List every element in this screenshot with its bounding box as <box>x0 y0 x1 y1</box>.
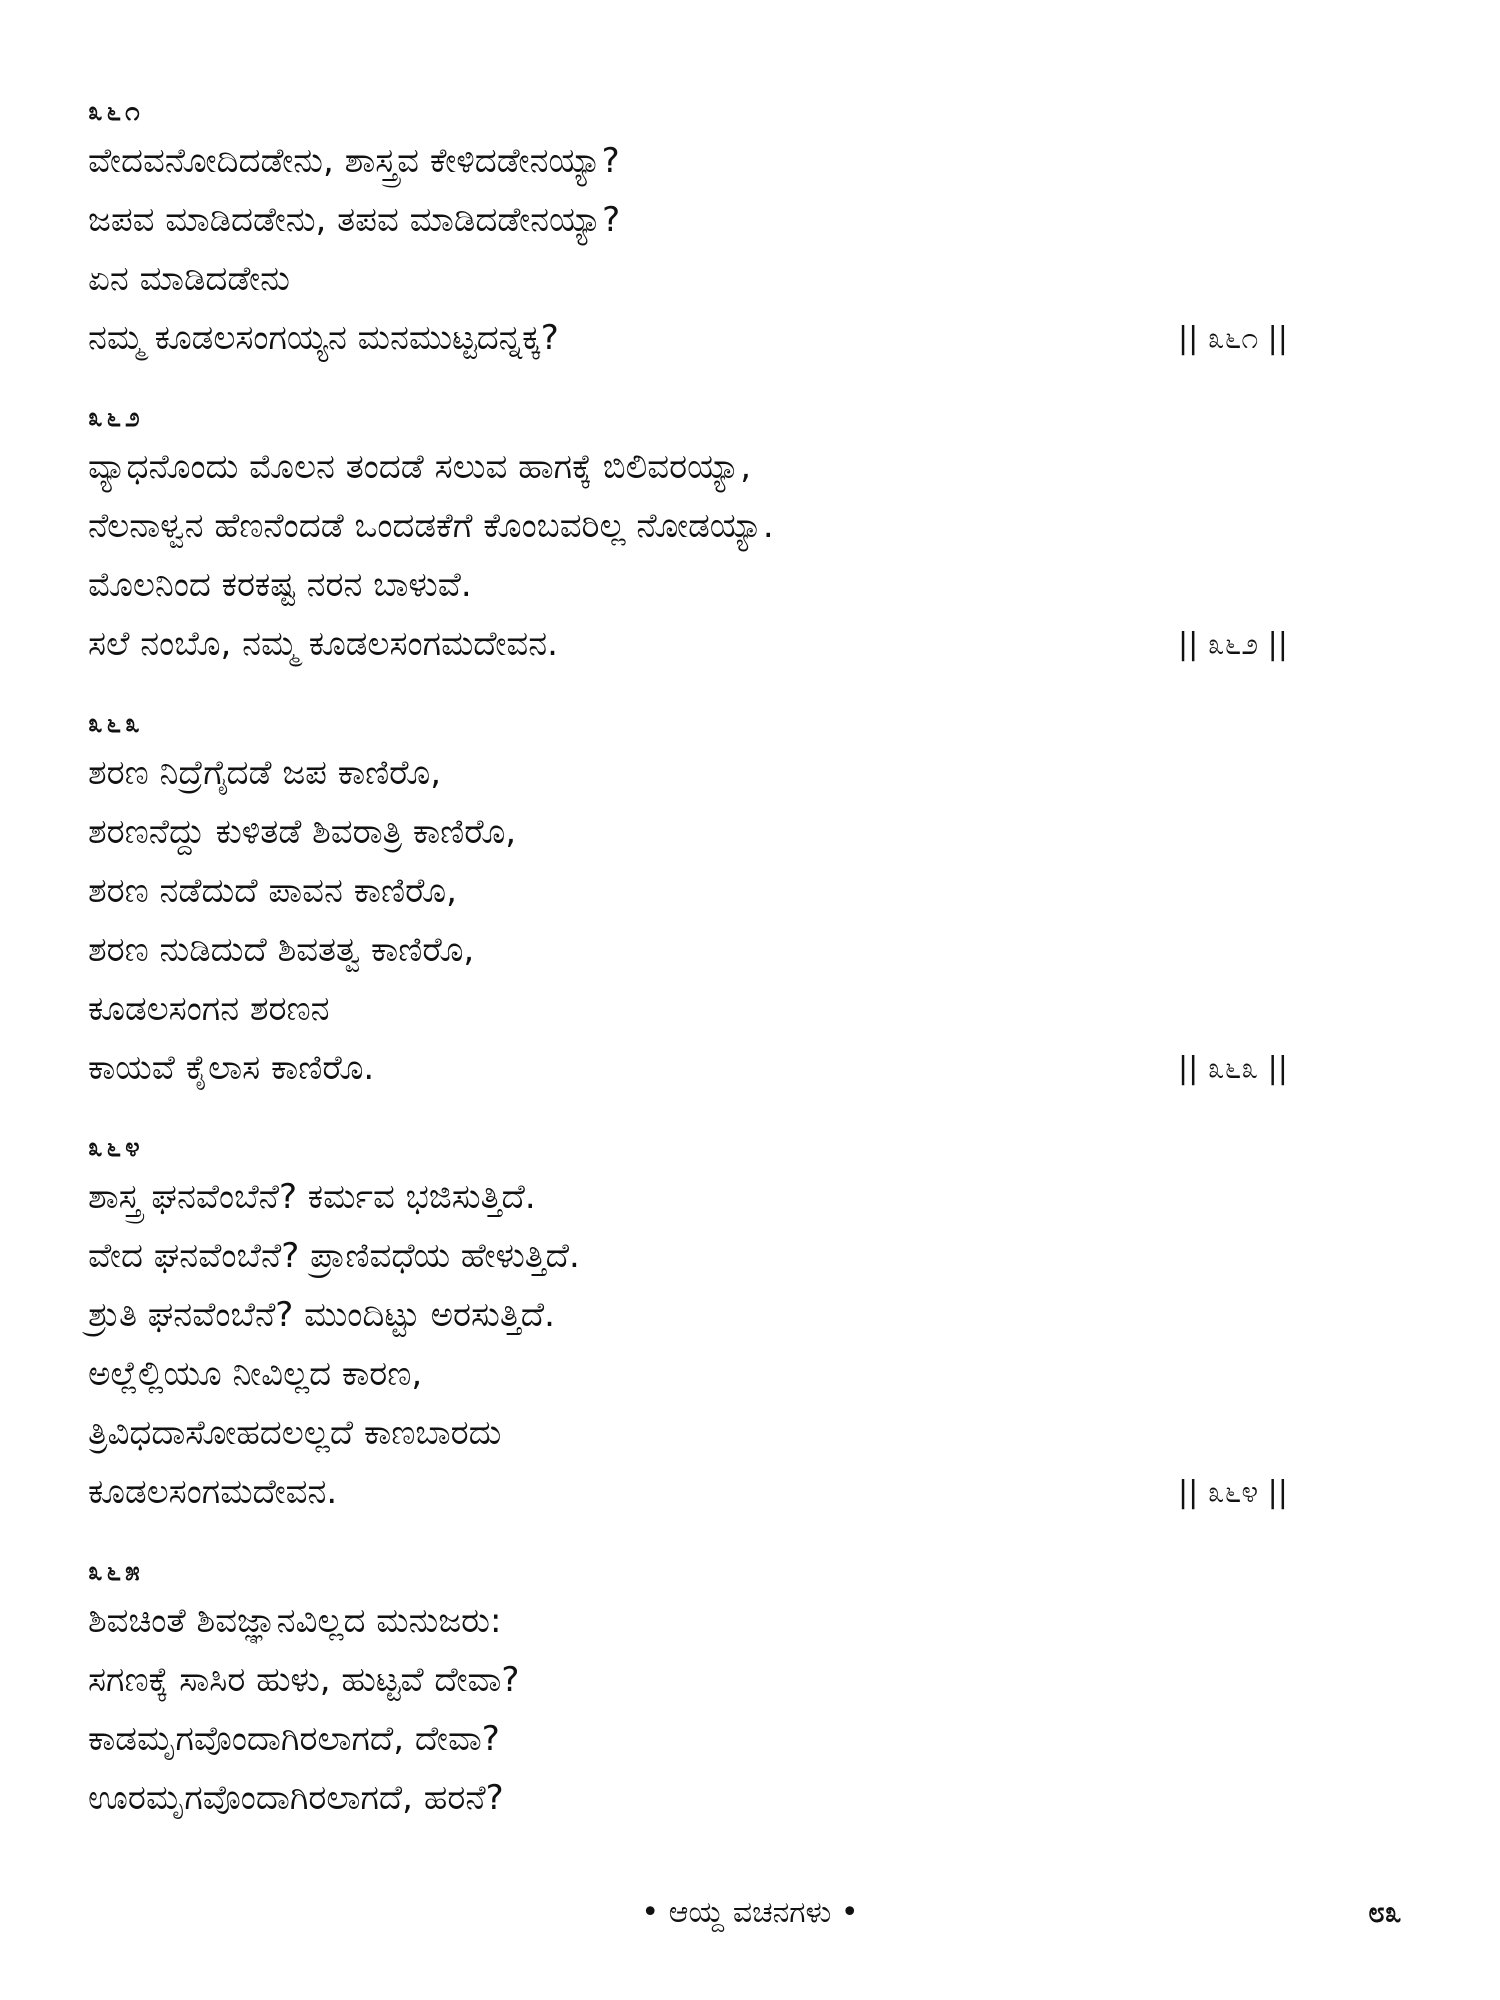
verse-text: ಸಲೆ ನಂಬೊ, ನಮ್ಮ ಕೂಡಲಸಂಗಮದೇವನ. <box>88 624 558 664</box>
verse-line: ಊರಮೃಗವೊಂದಾಗಿರಲಾಗದೆ, ಹರನೆ? <box>88 1778 504 1818</box>
verse-line: ಶರಣನೆದ್ದು ಕುಳಿತಡೆ ಶಿವರಾತ್ರಿ ಕಾಣಿರೊ, <box>88 812 517 852</box>
verse-line: ಶ್ರುತಿ ಘನವೆಂಬೆನೆ? ಮುಂದಿಟ್ಟು ಅರಸುತ್ತಿದೆ. <box>88 1295 555 1335</box>
vachana-number: ೩೬೧ <box>88 97 144 127</box>
verse-line: ನೆಲನಾಳ್ವನ ಹೆಣನೆಂದಡೆ ಒಂದಡಕೆಗೆ ಕೊಂಬವರಿಲ್ಲ ನೋಡಯ್ಯಾ. <box>88 506 774 546</box>
running-title: • ಆಯ್ದ ವಚನಗಳು • <box>641 1895 859 1930</box>
page-number: ೮೩ <box>1368 1895 1402 1930</box>
verse-line: ಶರಣ ನಿದ್ರೆಗೈದಡೆ ಜಪ ಕಾಣಿರೊ, <box>88 753 442 793</box>
vachana-362 <box>88 398 1358 674</box>
vachana-number: ೩೬೩ <box>88 709 144 739</box>
verse-line: ಅಲ್ಲೆಲ್ಲಿಯೂ ನೀವಿಲ್ಲದ ಕಾರಣ, <box>88 1354 423 1394</box>
verse-line: ಏನ ಮಾಡಿದಡೇನು <box>88 259 290 299</box>
vachana-number: ೩೬೨ <box>88 403 144 433</box>
vachana-364 <box>88 1128 1358 1522</box>
verse-line-last <box>88 309 1358 368</box>
verse-end-mark: || ೩೬೩ || <box>1178 1051 1288 1086</box>
vachana-363 <box>88 704 1358 1098</box>
verse-line-last <box>88 1039 1358 1098</box>
verse-end-mark: || ೩೬೨ || <box>1178 627 1288 662</box>
vachana-361 <box>88 92 1358 368</box>
verse-line: ತ್ರಿವಿಧದಾಸೋಹದಲಲ್ಲದೆ ಕಾಣಬಾರದು <box>88 1413 502 1453</box>
verse-line: ಕೂಡಲಸಂಗನ ಶರಣನ <box>88 989 330 1029</box>
verse-end-mark: || ೩೬೪ || <box>1178 1475 1288 1510</box>
verse-line-last <box>88 1463 1358 1522</box>
verse-line: ವೇದವನೋದಿದಡೇನು, ಶಾಸ್ತ್ರವ ಕೇಳಿದಡೇನಯ್ಯಾ? <box>88 141 620 181</box>
verse-line: ಶಿವಚಿಂತೆ ಶಿವಜ್ಞಾನವಿಲ್ಲದ ಮನುಜರು: <box>88 1601 502 1641</box>
page-footer <box>0 1888 1500 1938</box>
verse-line: ಶರಣ ನುಡಿದುದೆ ಶಿವತತ್ವ ಕಾಣಿರೊ, <box>88 930 475 970</box>
verse-line: ಕಾಡಮೃಗವೊಂದಾಗಿರಲಾಗದೆ, ದೇವಾ? <box>88 1719 500 1759</box>
verse-line: ಜಪವ ಮಾಡಿದಡೇನು, ತಪವ ಮಾಡಿದಡೇನಯ್ಯಾ? <box>88 200 621 240</box>
verse-line: ವ್ಯಾಧನೊಂದು ಮೊಲನ ತಂದಡೆ ಸಲುವ ಹಾಗಕ್ಕೆ ಬಿಲಿವರಯ್ಯಾ, <box>88 447 752 487</box>
verse-text: ಕಾಯವೆ ಕೈಲಾಸ ಕಾಣಿರೊ. <box>88 1048 375 1088</box>
vachana-number: ೩೬೪ <box>88 1133 144 1163</box>
verse-line: ಮೊಲನಿಂದ ಕರಕಷ್ಟ ನರನ ಬಾಳುವೆ. <box>88 565 472 605</box>
verse-text: ನಮ್ಮ ಕೂಡಲಸಂಗಯ್ಯನ ಮನಮುಟ್ಟದನ್ನಕ್ಕ? <box>88 318 559 358</box>
verse-line-last <box>88 615 1358 674</box>
verse-end-mark: || ೩೬೧ || <box>1178 321 1288 356</box>
verse-line: ಸಗಣಕ್ಕೆ ಸಾಸಿರ ಹುಳು, ಹುಟ್ಟವೆ ದೇವಾ? <box>88 1660 520 1700</box>
vachana-list <box>88 92 1358 1858</box>
verse-line: ವೇದ ಘನವೆಂಬೆನೆ? ಪ್ರಾಣಿವಧೆಯ ಹೇಳುತ್ತಿದೆ. <box>88 1236 580 1276</box>
verse-line: ಶರಣ ನಡೆದುದೆ ಪಾವನ ಕಾಣಿರೊ, <box>88 871 457 911</box>
vachana-365 <box>88 1552 1358 1828</box>
verse-line: ಶಾಸ್ತ್ರ ಘನವೆಂಬೆನೆ? ಕರ್ಮವ ಭಜಿಸುತ್ತಿದೆ. <box>88 1177 536 1217</box>
vachana-number: ೩೬೫ <box>88 1557 144 1587</box>
verse-text: ಕೂಡಲಸಂಗಮದೇವನ. <box>88 1472 338 1512</box>
